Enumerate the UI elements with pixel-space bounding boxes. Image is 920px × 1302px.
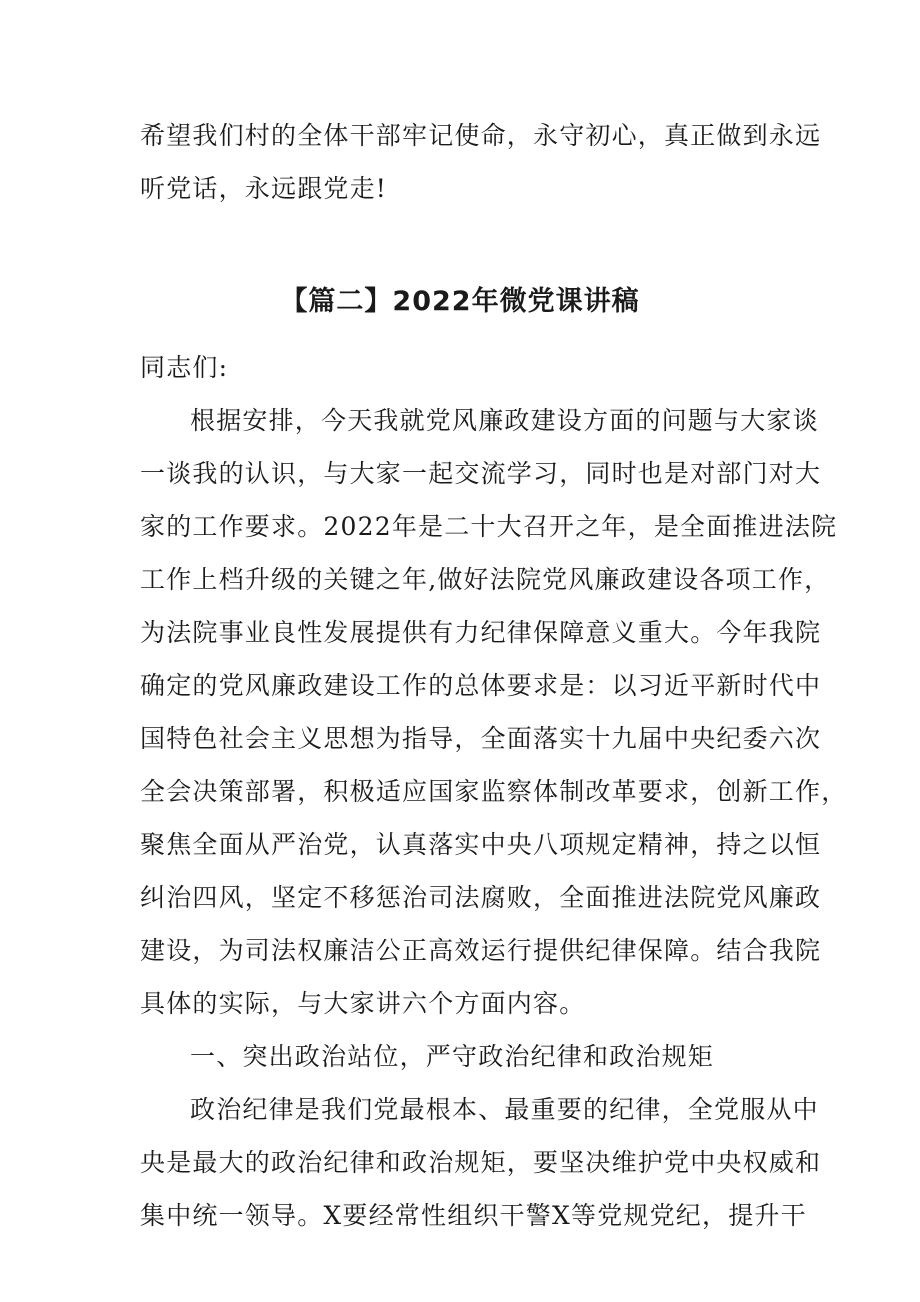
- salutation: 同志们:: [140, 353, 229, 382]
- paragraph1-line-12: 具体的实际，与大家讲六个方面内容。: [140, 989, 586, 1018]
- paragraph1-line-6: 确定的党风廉政建设工作的总体要求是：以习近平新时代中: [140, 671, 822, 700]
- paragraph1-line-2: 一谈我的认识，与大家一起交流学习，同时也是对部门对大: [140, 459, 822, 488]
- prev-paragraph-line-2: 听党话，永远跟党走!: [140, 174, 388, 203]
- paragraph2-line-2: 央是最大的政治纪律和政治规矩，要坚决维护党中央权威和: [140, 1148, 822, 1177]
- paragraph1-line-10: 纠治四风，坚定不移惩治司法腐败，全面推进法院党风廉政: [140, 883, 822, 912]
- section-title: 【篇二】2022年微党课讲稿: [280, 286, 640, 317]
- paragraph2-line-3: 集中统一领导。X要经常性组织干警X等党规党纪，提升干: [140, 1201, 807, 1230]
- paragraph1-line-1: 根据安排，今天我就党风廉政建设方面的问题与大家谈: [190, 406, 819, 435]
- paragraph1-line-11: 建设，为司法权廉洁公正高效运行提供纪律保障。结合我院: [140, 936, 822, 965]
- paragraph1-line-5: 为法院事业良性发展提供有力纪律保障意义重大。今年我院: [140, 618, 822, 647]
- paragraph1-line-9: 聚焦全面从严治党，认真落实中央八项规定精神，持之以恒: [140, 830, 822, 859]
- paragraph1-line-7: 国特色社会主义思想为指导，全面落实十九届中央纪委六次: [140, 724, 822, 753]
- paragraph1-line-3: 家的工作要求。2022年是二十大召开之年，是全面推进法院: [140, 512, 838, 541]
- paragraph1-line-8: 全会决策部署，积极适应国家监察体制改革要求，创新工作，: [140, 777, 848, 806]
- prev-paragraph-line-1: 希望我们村的全体干部牢记使命，永守初心，真正做到永远: [140, 121, 822, 150]
- heading-1: 一、突出政治站位，严守政治纪律和政治规矩: [190, 1042, 715, 1071]
- paragraph1-line-4: 工作上档升级的关键之年,做好法院党风廉政建设各项工作，: [140, 565, 831, 594]
- paragraph2-line-1: 政治纪律是我们党最根本、最重要的纪律，全党服从中: [190, 1095, 819, 1124]
